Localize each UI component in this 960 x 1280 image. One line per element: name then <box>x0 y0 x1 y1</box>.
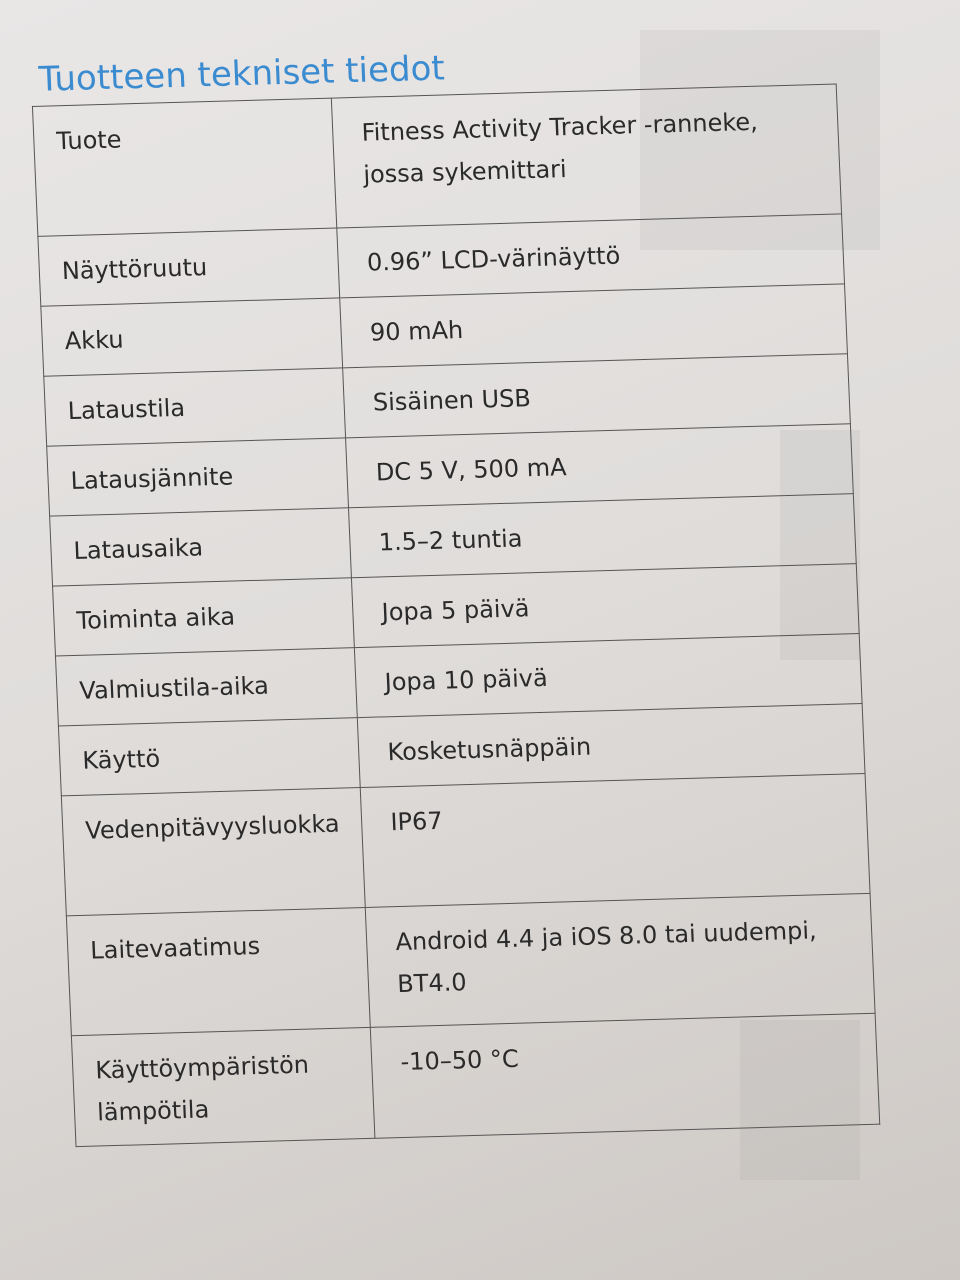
spec-value: Sisäinen USB <box>343 354 850 438</box>
table-row <box>66 893 875 1035</box>
spec-label: Toiminta aika <box>53 578 355 656</box>
section-title: Tuotteen tekniset tiedot <box>37 48 446 100</box>
spec-value: Kosketusnäppäin <box>358 704 865 788</box>
table-row <box>32 84 841 236</box>
table-row <box>71 1013 879 1146</box>
spec-label: Vedenpitävyysluokka <box>61 788 365 916</box>
spec-value: Android 4.4 ja iOS 8.0 tai uudempi, BT4.0 <box>366 893 876 1027</box>
spec-value: Jopa 10 päivä <box>355 634 862 718</box>
spec-value: Jopa 5 päivä <box>352 564 859 648</box>
spec-label: Latausaika <box>50 508 352 586</box>
table-row <box>61 773 870 915</box>
spec-label: Latausjännite <box>47 438 349 516</box>
spec-value: DC 5 V, 500 mA <box>346 424 853 508</box>
spec-label: Käyttöympäristön lämpötila <box>71 1027 375 1146</box>
spec-value: 1.5–2 tuntia <box>349 494 856 578</box>
spec-section <box>30 37 895 1147</box>
spec-label: Akku <box>41 298 343 376</box>
spec-label: Valmiustila-aika <box>55 648 357 726</box>
spec-label: Tuote <box>32 98 337 236</box>
spec-value: -10–50 °C <box>371 1013 880 1138</box>
spec-value: 90 mAh <box>340 284 847 368</box>
spec-table <box>32 83 880 1147</box>
spec-label: Näyttöruutu <box>38 228 340 306</box>
spec-label: Käyttö <box>58 718 360 796</box>
spec-label: Laitevaatimus <box>66 907 370 1035</box>
spec-value: Fitness Activity Tracker -ranneke, jossa sykemittari <box>332 84 842 228</box>
spec-label: Lataustila <box>44 368 346 446</box>
spec-value: IP67 <box>361 773 871 907</box>
spec-value: 0.96” LCD-värinäyttö <box>337 214 844 298</box>
